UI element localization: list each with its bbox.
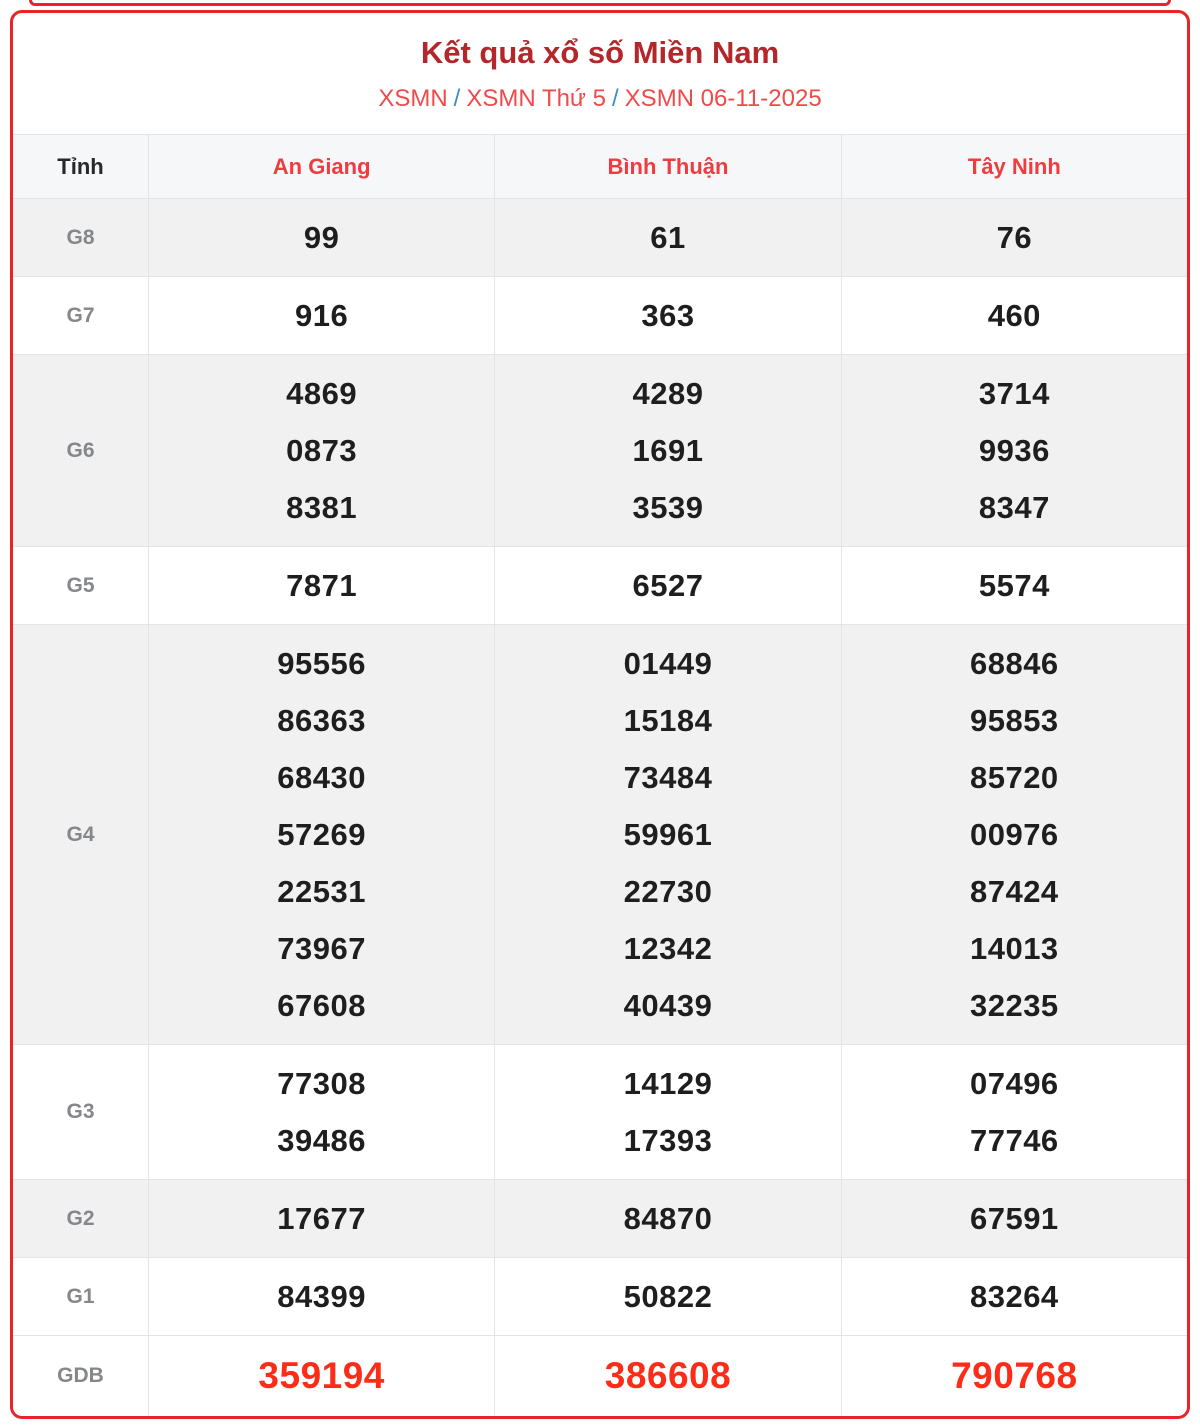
prize-numbers-cell — [148, 1045, 494, 1179]
prize-number: 40439 — [623, 988, 713, 1024]
prize-number: 67591 — [969, 1201, 1059, 1237]
prize-numbers-cell — [841, 1045, 1187, 1179]
prize-numbers-cell — [494, 277, 840, 354]
prize-number: 07496 — [969, 1066, 1059, 1102]
prize-number: 84399 — [277, 1279, 367, 1315]
prize-numbers-cell — [494, 547, 840, 624]
prize-number: 83264 — [969, 1279, 1059, 1315]
prize-label: G4 — [66, 822, 95, 846]
column-header-an-giang: An Giang — [148, 135, 494, 198]
prize-number: 95853 — [969, 703, 1059, 739]
prize-label: G6 — [66, 438, 95, 462]
prize-number: 67608 — [277, 988, 367, 1024]
prize-label: G7 — [66, 303, 95, 327]
prize-numbers-cell — [841, 547, 1187, 624]
table-row-g6 — [13, 354, 1187, 546]
prize-numbers-cell — [494, 1180, 840, 1257]
prize-label: G8 — [66, 225, 95, 249]
prize-number: 00976 — [969, 817, 1059, 853]
prize-numbers-cell — [148, 1258, 494, 1335]
table-row-g4 — [13, 624, 1187, 1044]
prize-number: 84870 — [623, 1201, 713, 1237]
breadcrumb-separator: / — [453, 84, 461, 112]
column-header-binh-thuan: Bình Thuận — [494, 135, 840, 198]
breadcrumb-link-weekday[interactable]: XSMN Thứ 5 — [466, 84, 606, 112]
prize-label: G3 — [66, 1100, 95, 1124]
prize-numbers-cell — [148, 547, 494, 624]
prize-number: 386608 — [604, 1355, 732, 1397]
prize-number: 86363 — [277, 703, 367, 739]
prize-number: 6527 — [632, 568, 704, 604]
prize-number: 3539 — [632, 490, 704, 526]
prize-numbers-cell — [494, 1045, 840, 1179]
prize-number: 77308 — [277, 1066, 367, 1102]
table-row-g1 — [13, 1257, 1187, 1335]
prize-numbers-cell — [148, 1180, 494, 1257]
prize-number: 359194 — [258, 1355, 385, 1397]
table-row-g8 — [13, 198, 1187, 276]
results-table-body — [13, 198, 1187, 1416]
card-header — [13, 13, 1187, 134]
prize-number: 790768 — [951, 1355, 1078, 1397]
prize-numbers-cell — [148, 625, 494, 1044]
prize-numbers-cell — [494, 1258, 840, 1335]
prize-label: G2 — [66, 1206, 95, 1230]
column-header-province: Tỉnh — [57, 153, 104, 179]
prize-number: 9936 — [978, 433, 1050, 469]
prize-label: G5 — [66, 573, 95, 597]
prize-numbers-cell — [494, 625, 840, 1044]
breadcrumb — [13, 85, 1187, 135]
table-header-row — [13, 134, 1187, 198]
prize-numbers-cell — [148, 199, 494, 276]
prize-number: 14129 — [623, 1066, 713, 1102]
prize-number: 363 — [641, 298, 695, 334]
prize-number: 17677 — [277, 1201, 367, 1237]
prize-number: 95556 — [277, 646, 367, 682]
previous-card-bottom-edge — [29, 0, 1171, 6]
prize-number: 77746 — [969, 1123, 1059, 1159]
breadcrumb-link-date[interactable]: XSMN 06-11-2025 — [624, 84, 822, 112]
prize-number: 99 — [303, 220, 340, 256]
prize-number: 57269 — [277, 817, 367, 853]
prize-numbers-cell — [841, 625, 1187, 1044]
prize-number: 76 — [996, 220, 1033, 256]
results-table — [13, 134, 1187, 1416]
prize-number: 73484 — [623, 760, 713, 796]
prize-number: 68846 — [969, 646, 1059, 682]
prize-number: 15184 — [623, 703, 713, 739]
prize-number: 39486 — [277, 1123, 367, 1159]
prize-number: 17393 — [623, 1123, 713, 1159]
prize-number: 32235 — [969, 988, 1059, 1024]
prize-numbers-cell — [148, 277, 494, 354]
prize-numbers-cell — [841, 1336, 1187, 1416]
prize-numbers-cell — [841, 1258, 1187, 1335]
prize-numbers-cell — [841, 355, 1187, 546]
prize-number: 22531 — [277, 874, 367, 910]
prize-number: 5574 — [978, 568, 1050, 604]
breadcrumb-separator: / — [612, 84, 619, 112]
prize-number: 12342 — [623, 931, 713, 967]
page-title: Kết quả xổ số Miền Nam — [420, 35, 780, 70]
lottery-results-card — [10, 10, 1190, 1419]
prize-number: 22730 — [623, 874, 713, 910]
prize-numbers-cell — [494, 199, 840, 276]
prize-number: 3714 — [978, 376, 1050, 412]
prize-numbers-cell — [494, 1336, 840, 1416]
column-header-tay-ninh: Tây Ninh — [841, 135, 1187, 198]
breadcrumb-link-region[interactable]: XSMN — [378, 84, 448, 112]
prize-numbers-cell — [841, 277, 1187, 354]
prize-label: G1 — [66, 1284, 95, 1308]
prize-number: 61 — [650, 220, 686, 256]
table-row-g3 — [13, 1044, 1187, 1179]
prize-number: 916 — [295, 298, 349, 334]
prize-numbers-cell — [148, 1336, 494, 1416]
prize-number: 01449 — [623, 646, 713, 682]
prize-number: 68430 — [277, 760, 367, 796]
table-row-g2 — [13, 1179, 1187, 1257]
prize-number: 0873 — [286, 433, 358, 469]
prize-number: 8381 — [286, 490, 358, 526]
prize-numbers-cell — [841, 199, 1187, 276]
prize-number: 73967 — [277, 931, 367, 967]
prize-numbers-cell — [494, 355, 840, 546]
table-row-gdb — [13, 1335, 1187, 1416]
table-row-g7 — [13, 276, 1187, 354]
prize-label: GDB — [57, 1364, 104, 1388]
prize-number: 59961 — [623, 817, 713, 853]
prize-number: 4869 — [286, 376, 358, 412]
prize-number: 4289 — [632, 376, 704, 412]
prize-number: 7871 — [286, 568, 358, 604]
prize-number: 460 — [987, 298, 1041, 334]
prize-number: 1691 — [632, 433, 704, 469]
prize-number: 14013 — [969, 931, 1059, 967]
prize-number: 50822 — [623, 1279, 713, 1315]
table-row-g5 — [13, 546, 1187, 624]
prize-number: 85720 — [969, 760, 1059, 796]
prize-numbers-cell — [148, 355, 494, 546]
prize-numbers-cell — [841, 1180, 1187, 1257]
prize-number: 8347 — [978, 490, 1050, 526]
prize-number: 87424 — [969, 874, 1059, 910]
